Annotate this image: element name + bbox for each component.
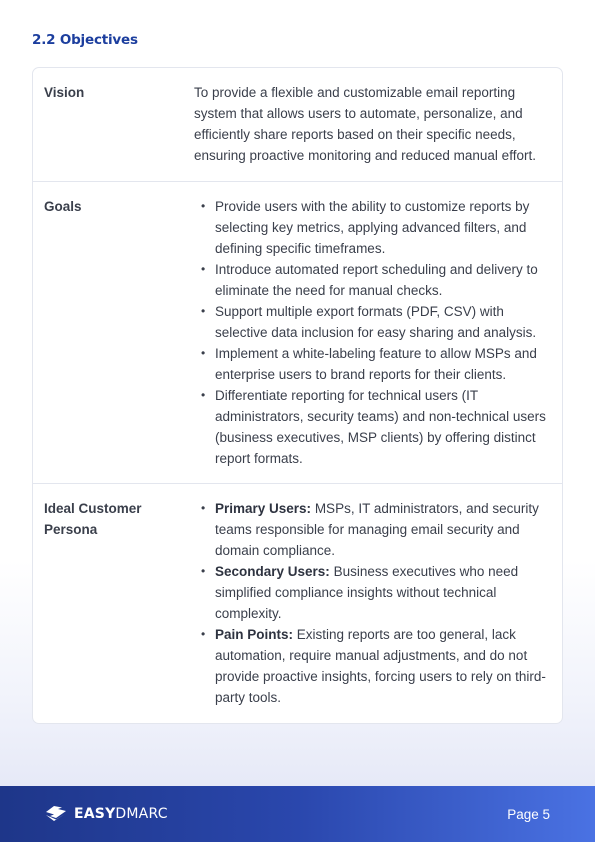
goal-item: • Differentiate reporting for technical users (IT administrators, security teams) and non-technical users (business executives, MSP clients) by offering distinct report formats. — [194, 385, 550, 469]
persona-desc: Existing reports are too general, lack automation, require manual adjustments, and do not provide proactive insights, forcing users to rely on third-party tools. — [215, 627, 546, 705]
persona-term: Secondary Users: — [215, 564, 330, 579]
persona-label: Ideal Customer Persona — [44, 501, 142, 537]
brand-wordmark: EASYDMARC — [74, 806, 168, 822]
objectives-table — [32, 67, 563, 724]
section-title: 2.2 Objectives — [32, 32, 138, 48]
vision-text: To provide a flexible and customizable email reporting system that allows users to automate, personalize, and efficiently share reports based on their specific needs, ensuring proactive monitoring and reduced manual effort. — [194, 85, 536, 163]
persona-list — [194, 498, 550, 708]
persona-term: Pain Points: — [215, 627, 294, 642]
goal-item: • Support multiple export formats (PDF, CSV) with selective data inclusion for easy sharing and analysis. — [194, 301, 550, 343]
persona-term: Primary Users: — [215, 501, 312, 516]
persona-desc: Business executives who need simplified compliance insights without technical complexity. — [215, 564, 519, 621]
goals-row — [33, 181, 562, 483]
easydmarc-logo-icon — [44, 805, 68, 823]
goals-label: Goals — [44, 199, 82, 214]
persona-item — [194, 561, 550, 624]
goals-list — [194, 196, 550, 469]
vision-label: Vision — [44, 85, 85, 100]
persona-row — [33, 483, 562, 723]
persona-item — [194, 624, 550, 708]
goal-item: • Implement a white-labeling feature to allow MSPs and enterprise users to brand reports for their clients. — [194, 343, 550, 385]
persona-desc: MSPs, IT administrators, and security teams responsible for managing email security and domain compliance. — [215, 501, 539, 558]
brand-logo — [44, 805, 168, 823]
page-number: Page 5 — [507, 806, 550, 822]
vision-row — [33, 68, 562, 181]
persona-list-container — [183, 484, 562, 723]
persona-item — [194, 498, 550, 561]
goal-item: • Introduce automated report scheduling and delivery to eliminate the need for manual checks. — [194, 259, 550, 301]
goal-item: • Provide users with the ability to customize reports by selecting key metrics, applying advanced filters, and defining specific timeframes. — [194, 196, 550, 259]
goals-list-container — [183, 182, 562, 483]
page-footer — [0, 786, 595, 842]
